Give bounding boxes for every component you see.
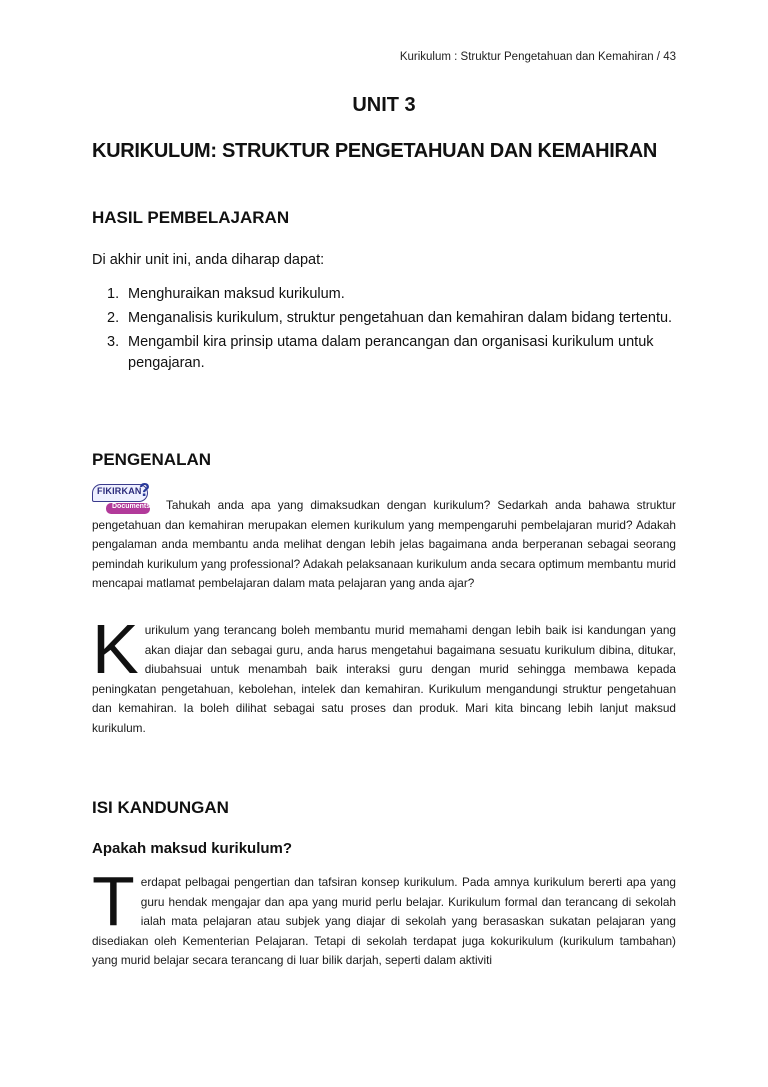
list-item-number: 3.: [107, 334, 120, 350]
outcomes-list: [107, 284, 677, 377]
list-item-text: Menganalisis kurikulum, struktur pengetahuan dan kemahiran dalam bidang tertentu.: [128, 310, 673, 326]
fikirkan-label: FIKIRKAN: [97, 486, 142, 496]
drop-cap: K: [92, 610, 139, 688]
outcomes-intro: Di akhir unit ini, anda diharap dapat:: [92, 252, 325, 268]
list-item: [107, 332, 677, 374]
list-item: [107, 284, 677, 305]
intro-heading: PENGENALAN: [92, 450, 212, 469]
list-item-text: Mengambil kira prinsip utama dalam perancangan dan organisasi kurikulum untuk pengajaran.: [128, 334, 654, 371]
outcomes-heading: HASIL PEMBELAJARAN: [92, 208, 290, 227]
content-subheading: Apakah maksud kurikulum?: [92, 840, 293, 857]
drop-cap: T: [92, 862, 135, 940]
content-paragraph: [92, 862, 676, 971]
question-mark-icon: ?: [139, 480, 150, 500]
intro-paragraph-1: Tahukah anda apa yang dimaksudkan dengan kurikulum? Sedarkah anda bahawa struktur pengetahuan dan kemahiran merupakan elemen kurikulum yang mempengaruhi pembelajaran murid? Adakah pengalaman anda membantu anda melihat dengan lebih jelas bagaimana anda berperanan sebagai seorang pemindah kurikulum yang professional? Adakah pelaksanaan kurikulum anda secara optimum membantu murid mencapai matlamat pembelajaran dalam mata pelajaran yang anda ajar?: [92, 498, 676, 591]
unit-title: UNIT 3: [352, 94, 416, 116]
list-item: [107, 308, 677, 329]
running-header: Kurikulum : Struktur Pengetahuan dan Kemahiran / 43: [399, 51, 676, 63]
list-item-text: Menghuraikan maksud kurikulum.: [128, 286, 345, 302]
documents-label: Documents: [112, 503, 151, 510]
list-item-number: 1.: [107, 286, 120, 302]
content-heading: ISI KANDUNGAN: [92, 798, 229, 817]
intro-paragraph-2-text: urikulum yang terancang boleh membantu murid memahami dengan lebih baik isi kandungan yang akan diajar dan sebagai guru, anda harus mengetahui bagaimana sesuatu kurikulum dibina, ditukar, diubahsuai untuk menambah baik interaksi guru dengan murid sehingga membawa kepada peningkatan pengetahuan, kebolehan, intelek dan kemahiran. Kurikulum mengandungi struktur pengetahuan dan kemahiran. Ia boleh dilihat sebagai satu proses dan produk. Mari kita bincang lebih lanjut maksud kurikulum.: [92, 623, 676, 735]
list-item-number: 2.: [107, 310, 120, 326]
intro-paragraph-2: [92, 610, 676, 739]
page-title: KURIKULUM: STRUKTUR PENGETAHUAN DAN KEMAHIRAN: [92, 140, 657, 162]
content-paragraph-text: erdapat pelbagai pengertian dan tafsiran konsep kurikulum. Pada amnya kurikulum bererti apa yang guru hendak mengajar dan apa yang murid perlu belajar. Kurikulum formal dan terancang di sekolah ialah mata pelajaran atau subjek yang diajar di sekolah yang berasaskan sukatan pelajaran yang disediakan oleh Kementerian Pelajaran. Tetapi di sekolah terdapat juga kokurikulum (kurikulum tambahan) yang murid belajar secara terancang di luar bilik darjah, seperti dalam aktiviti: [92, 875, 676, 968]
